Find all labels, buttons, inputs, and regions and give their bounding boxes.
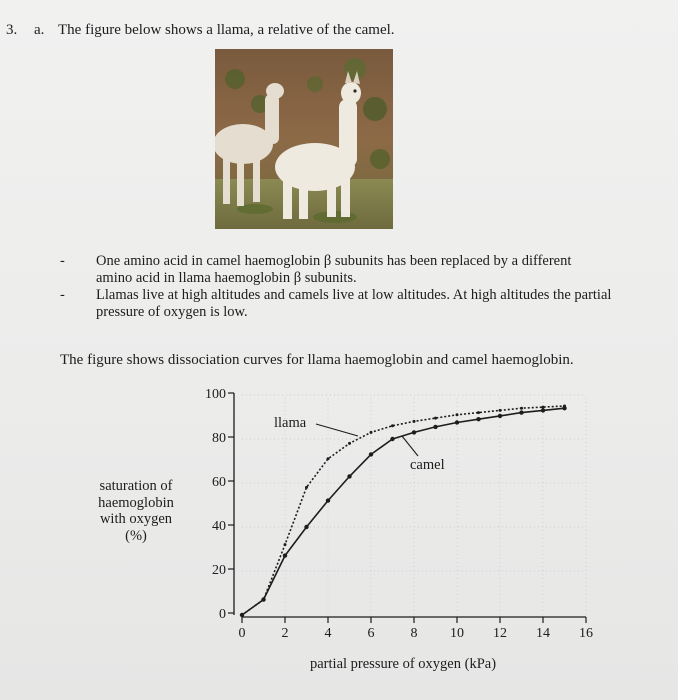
camel-point <box>519 410 523 414</box>
question-part: a. <box>34 22 45 38</box>
llama-point <box>413 420 416 423</box>
x-tick-label: 6 <box>367 626 375 641</box>
y-tick-label: 80 <box>212 431 226 446</box>
camel-point <box>347 474 351 478</box>
y-tick-label: 60 <box>212 475 226 490</box>
x-tick-label: 0 <box>238 626 246 641</box>
bullet-line: One amino acid in camel haemoglobin β subunits has been replaced by a different <box>96 253 572 269</box>
camel-point <box>541 408 545 412</box>
llama-curve-label: llama <box>274 415 307 431</box>
llama-point <box>327 457 330 460</box>
x-tick-label: 16 <box>579 626 593 641</box>
llama-point <box>391 424 394 427</box>
llama-point <box>284 543 287 546</box>
camel-point <box>283 553 287 557</box>
llama-point <box>499 409 502 412</box>
bullet-line: pressure of oxygen is low. <box>96 304 248 320</box>
y-axis-label-line: with oxygen <box>99 511 173 527</box>
x-axis-label: partial pressure of oxygen (kPa) <box>310 656 497 672</box>
llama-point <box>477 411 480 414</box>
question-number: 3. <box>6 22 18 38</box>
llama-point <box>370 431 373 434</box>
x-tick-label: 4 <box>324 626 332 641</box>
bullet-dash: - <box>60 287 65 303</box>
camel-point <box>476 417 480 421</box>
camel-point <box>240 613 244 617</box>
camel-point <box>326 498 330 502</box>
y-tick-label: 20 <box>212 563 226 578</box>
bullet-line: Llamas live at high altitudes and camels live at low altitudes. At high altitudes the partial <box>96 287 612 303</box>
llama-point <box>542 406 545 409</box>
camel-point <box>562 406 566 410</box>
llama-point <box>305 486 308 489</box>
bullet-dash: - <box>60 253 65 269</box>
llama-point <box>434 417 437 420</box>
llama-point <box>456 413 459 416</box>
x-tick-label: 8 <box>410 626 418 641</box>
y-axis-label-line: haemoglobin <box>98 494 174 511</box>
camel-curve-label: camel <box>410 457 445 473</box>
question-text: The figure below shows a llama, a relative of the camel. <box>58 22 395 38</box>
figure-intro: The figure shows dissociation curves for llama haemoglobin and camel haemoglobin. <box>60 352 574 368</box>
llama-point <box>520 407 523 410</box>
llama-point <box>348 442 351 445</box>
camel-point <box>433 425 437 429</box>
camel-point <box>369 452 373 456</box>
camel-point <box>261 597 265 601</box>
camel-point <box>412 430 416 434</box>
x-tick-label: 10 <box>450 626 464 641</box>
y-tick-label: 40 <box>212 519 226 534</box>
y-tick-label: 100 <box>205 387 226 402</box>
x-tick-label: 2 <box>281 626 289 641</box>
x-tick-label: 12 <box>493 626 507 641</box>
camel-point <box>455 420 459 424</box>
y-tick-label: 0 <box>219 607 226 622</box>
llama-leader-line <box>316 424 358 436</box>
camel-point <box>498 414 502 418</box>
y-axis-label-line: (%) <box>125 527 147 544</box>
camel-point <box>304 525 308 529</box>
bullet-line: amino acid in llama haemoglobin β subunits. <box>96 270 357 286</box>
y-axis-label-line: saturation of <box>99 478 173 494</box>
camel-point <box>390 437 394 441</box>
x-tick-label: 14 <box>536 626 550 641</box>
